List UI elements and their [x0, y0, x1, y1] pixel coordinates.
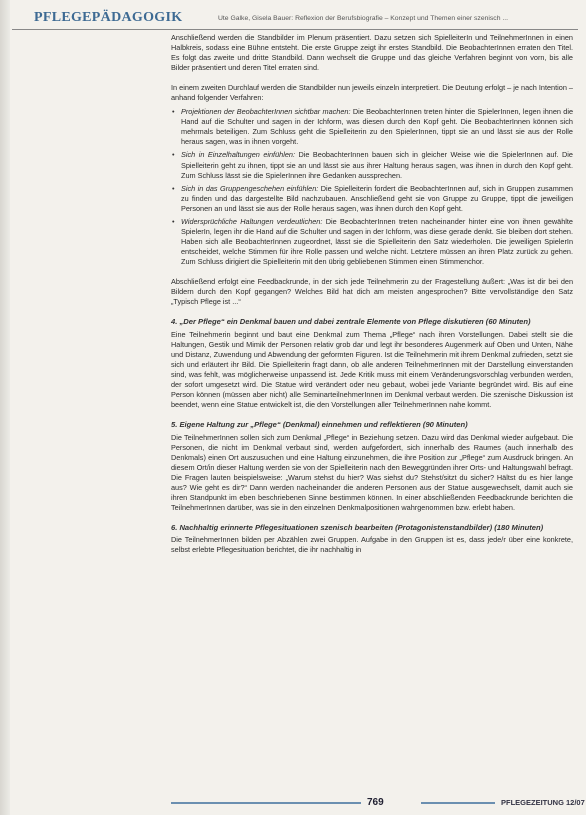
list-item-lead: Projektionen der BeobachterInnen sichtbar machen:	[181, 107, 351, 117]
list-item-text: Die BeobachterInnen treten hinter die SpielerInnen, legen ihnen die Hand auf die Schulter und sagen in der Ichform, was diesen durch den Kopf geht. Die BeobachterInnen können sich mehrmals beteiligen. Zum Schluss geht die Spielleiterin zu den SpielerInnen, tippt sie an und lässt sie aus der Rolle heraus sagen, was in ihnen vorgeht.	[181, 107, 574, 147]
list-item	[181, 150, 573, 180]
list-item-lead: Sich in das Gruppengeschehen einfühlen:	[181, 183, 319, 193]
section-heading: 5. Eigene Haltung zur „Pflege“ (Denkmal) einnehmen und reflektieren (90 Minuten)	[171, 420, 468, 429]
paragraph: Abschließend erfolgt eine Feedbackrunde, in der sich jede Teilnehmerin zu der Fragestellung äußert: „Was ist dir bei den Bildern durch den Kopf gegangen? Welches Bild hat dich am meisten angesprochen? Bitte vervollständige den Satz „Typisch Pflege ist ...“	[171, 276, 573, 307]
paragraph: Die TeilnehmerInnen sollen sich zum Denkmal „Pflege“ in Beziehung setzen. Dazu wird das Denkmal wieder aufgebaut. Die Personen, die nicht im Denkmal verbaut sind, werden aufgefordert, sich innerhalb des Raumes (auch innerhalb des Denkmals) einen Ort auszusuchen und eine Haltung einzunehmen, die ihre Position zur „Pflege“ zum Ausdruck bringen. An diesem Ort/in dieser Haltung werden sie von der Spielleiterin nach den Beweggründen ihrer Orts- und Haltungswahl befragt. Die Fragen lauten beispielsweise: „Warum stehst du hier? Was siehst du? Stehst/sitzt du sicher? Hältst du es hier lange aus? Wie geht es dir?“ Dann werden nacheinander die anderen Personen aus der Statue ausgewechselt, damit auch sie ihren Standpunkt im eben beschriebenen Sinne bestimmen können. In einer abschließenden Feedbackrunde berichten die TeilnehmerInnen darüber, was sie in den einzelnen Denkmalpositionen wahrgenommen bzw. erlebt haben.	[171, 432, 573, 512]
issue-label: PFLEGEZEITUNG 12/07	[501, 798, 585, 807]
section-heading: 4. „Der Pflege“ ein Denkmal bauen und dabei zentrale Elemente von Pflege diskutieren (60 Minuten)	[171, 317, 531, 327]
paragraph: Die TeilnehmerInnen bilden per Abzählen zwei Gruppen. Aufgabe in den Gruppen ist es, dass jede/r über eine konkrete, selbst erlebte Pflegesituation berichtet, die ihr nachhaltig in	[171, 535, 573, 555]
paragraph: Anschließend werden die Standbilder im Plenum präsentiert. Dazu setzen sich SpielleiterIn und TeilnehmerInnen in einen Halbkreis, sodass eine Bühne entsteht. Die erste Gruppe zeigt ihr erstes Standbild. Die BeobachterInnen erraten den Titel. Es folgt das zweite und dritte Standbild. Dann wechselt die Gruppe und das gleiche Verfahren beginnt von vorn, bis alle Bilder präsentiert und deren Titel erraten sind.	[171, 33, 573, 73]
list-item-lead: Widersprüchliche Haltungen verdeutlichen:	[181, 216, 323, 226]
list-item	[181, 184, 573, 214]
footer-rule	[421, 802, 495, 804]
page-header	[12, 7, 578, 30]
list-item-lead: Sich in Einzelhaltungen einfühlen:	[181, 150, 295, 160]
list-item	[181, 217, 573, 267]
list-item	[181, 107, 573, 147]
list-item-text: Die BeobachterInnen bauen sich in gleicher Weise wie die SpielerInnen auf. Die Spielleiterin geht zu ihnen, tippt sie an und lässt sie aus ihrer Haltung heraus sagen, was ihnen in durch den Kopf geht. Zum Schluss lässt sie die SpielerInnen ihre Gedanken aussprechen.	[181, 150, 573, 180]
running-head: Ute Galke, Gisela Bauer: Reflexion der Berufsbiografie – Konzept und Themen einer szenisch ...	[218, 15, 509, 22]
paragraph: In einem zweiten Durchlauf werden die Standbilder nun jeweils einzeln interpretiert. Die Deutung erfolgt – je nach Intention – anhand folgender Verfahren:	[171, 83, 573, 103]
footer-rule	[171, 802, 361, 804]
page-number: 769	[367, 797, 384, 808]
journal-brand: PFLEGEPÄDAGOGIK	[34, 10, 183, 25]
method-list	[171, 107, 573, 267]
paragraph: Eine Teilnehmerin beginnt und baut eine Denkmal zum Thema „Pflege“ nach ihren Vorstellungen. Dabei stellt sie die Haltungen, Gestik und Mimik der Personen relativ grob dar und legt ihr besonderes Augenmerk auf Oben und Unten, Nähe und Distanz, Zuwendung und Abwendung der geformten Figuren. Ist die Teilnehmerin mit ihrem Denkmal zufrieden, setzt sie sich und erläutert ihr Bild. Die Spielleiterin fragt dann, ob alle anderen TeilnehmerInnen mit der Darstellung einverstanden sind, was fehlt, was möglicherweise unpassend ist. Jede Kritik muss mit einem Veränderungsvorschlag verbunden werden, der sofort umgesetzt wird. Die Statue wird verändert oder neu gebaut, wobei jede Variante begründet wird. Bis auf eine Person können (müssen aber nicht) alle SeminarteilnehmerInnen im Denkmal verbaut werden. Die szenische Diskussion ist beendet, wenn eine Statue entwickelt ist, die den Vorstellungen aller TeilnehmerInnen nahe kommt.	[171, 329, 573, 409]
article-column	[171, 33, 573, 565]
page-binding-edge	[0, 0, 10, 815]
page-footer	[171, 797, 585, 809]
section-heading: 6. Nachhaltig erinnerte Pflegesituationen szenisch bearbeiten (Protagonistenstandbilder) (180 Minuten)	[171, 522, 544, 532]
list-item-text: Die BeobachterInnen treten nacheinander hinter eine von ihnen gewählte SpielerIn, legen ihr die Hand auf die Schulter und sagen in der Ichform, was diese gerade denkt. Sie bleiben dort stehen. Haben sich alle BeobachterInnen zugeordnet, lässt sie die Spielleiterin den Satz wiederholen. Die jeweiligen SpielerIn entscheidet, welche Stimmen für ihre Rolle passen und welche nicht. Letztere müssen an ihren Platz zurück zu gehen. Zum Schluss dirigiert die Spielleiterin mit den übrig gebliebenen Stimmen einen Stimmenchor.	[181, 216, 573, 266]
list-item-text: Die Spielleiterin fordert die BeobachterInnen auf, sich in Gruppen zusammen zu finden und das dargestellte Bild nachzubauen. Anschließend geht sie von Gruppe zu Gruppe, tippt die jeweiligen Personen an und lässt sie aus der Rolle heraus sagen, was ihnen durch den Kopf geht.	[181, 183, 573, 213]
